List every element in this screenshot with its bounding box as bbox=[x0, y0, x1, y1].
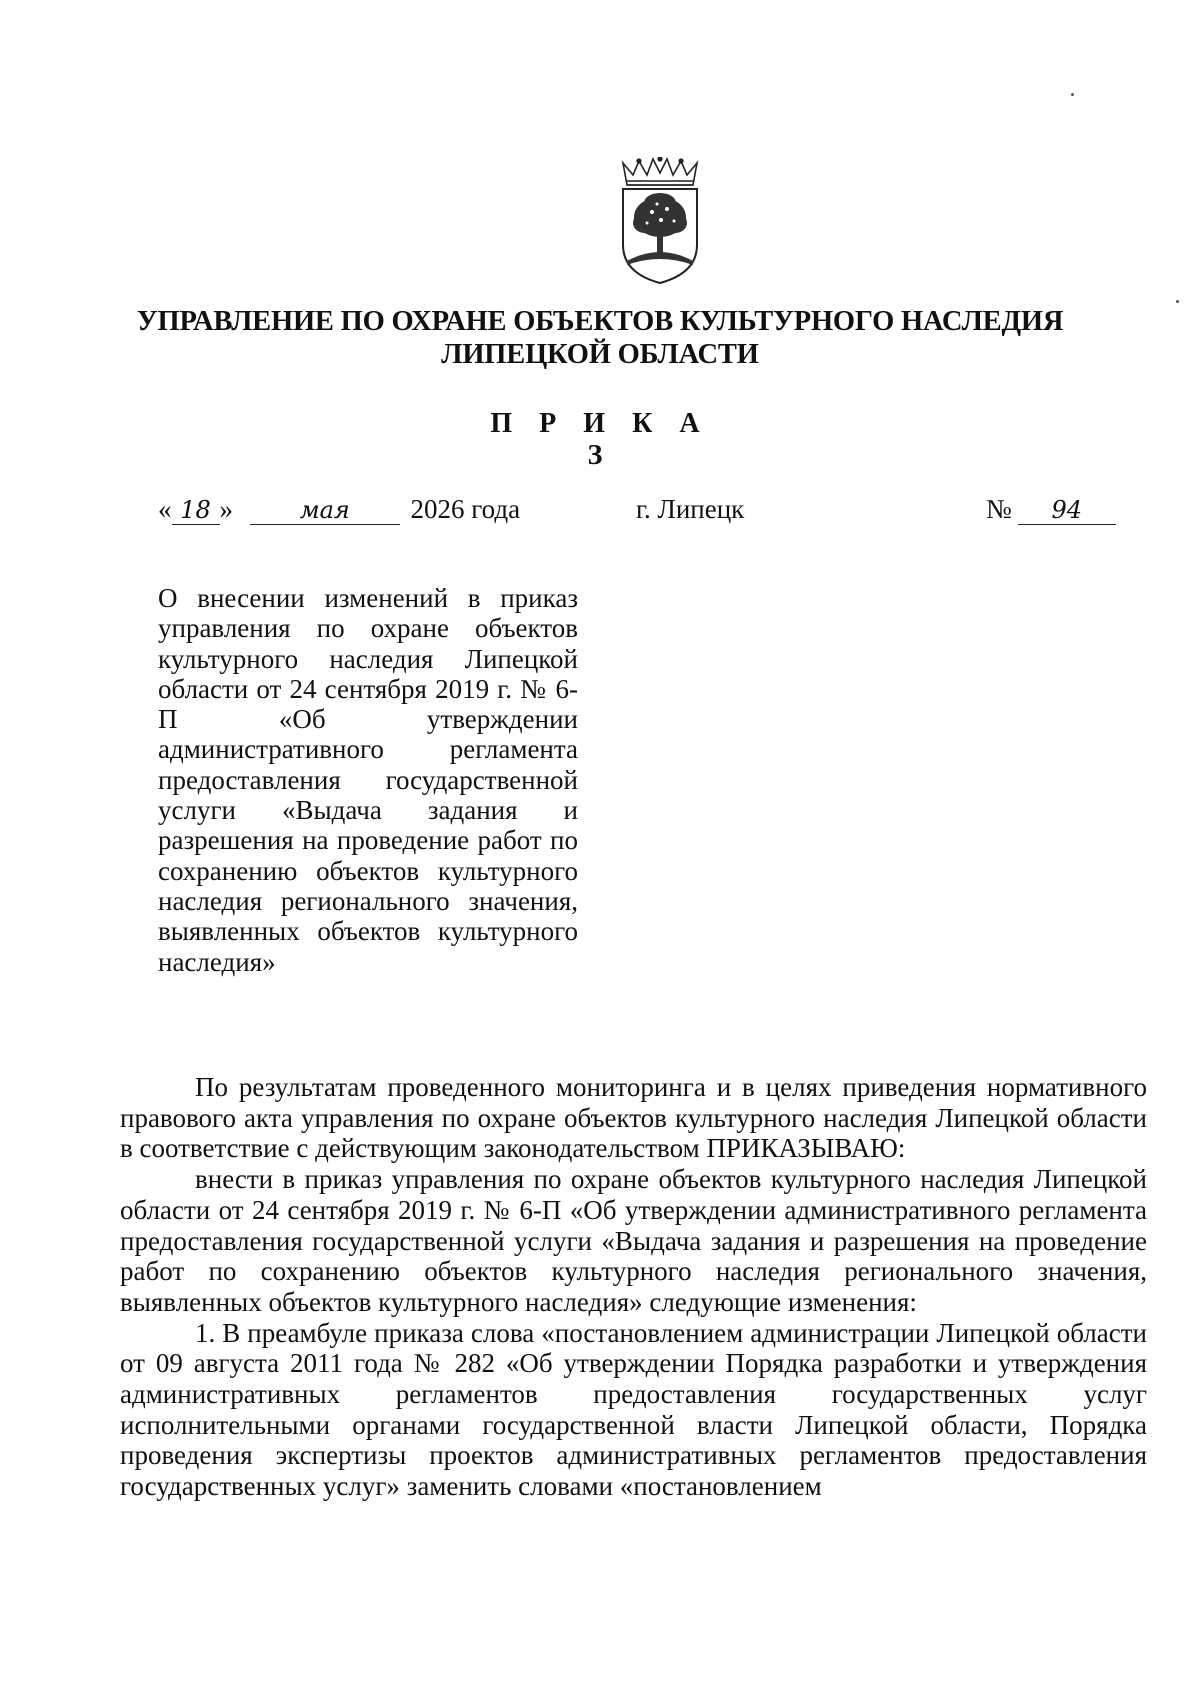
date-month: мая bbox=[250, 496, 400, 525]
order-word: ПРИКАЗЫВАЮ: bbox=[706, 1133, 906, 1164]
body-paragraph-1 bbox=[120, 1072, 1147, 1164]
document-city: г. Липецк bbox=[636, 494, 745, 524]
document-body bbox=[120, 1072, 1147, 1502]
coat-of-arms-icon bbox=[617, 157, 703, 287]
number-label: № bbox=[986, 494, 1012, 524]
date-year: 2026 года bbox=[410, 494, 521, 524]
scan-speck bbox=[1071, 93, 1074, 96]
organization-title-line1: УПРАВЛЕНИЕ ПО ОХРАНЕ ОБЪЕКТОВ КУЛЬТУРНОГО НАСЛЕДИЯ bbox=[136, 306, 1064, 337]
number-value: 94 bbox=[1018, 496, 1116, 525]
body-paragraph-2: внести в приказ управления по охране объектов культурного наследия Липецкой области от 24 сентября 2019 г. № 6-П «Об утверждении административного регламента предоставления государственной услуги «Выдача задания и разрешения на проведение работ по сохранению объектов культурного наследия регионального значения, выявленных объектов культурного наследия» следующие изменения: bbox=[120, 1164, 1147, 1317]
scan-speck bbox=[1176, 300, 1179, 303]
document-number bbox=[986, 494, 1116, 525]
date-day: 18 bbox=[172, 496, 220, 525]
date-close-quote: » bbox=[219, 494, 233, 524]
document-date bbox=[158, 494, 520, 525]
body-paragraph-3: 1. В преамбуле приказа слова «постановлением администрации Липецкой области от 09 августа 2011 года № 282 «Об утверждении Порядка разработки и утверждения административных регламентов предоставления государственных услуг исполнительными органами государственной власти Липецкой области, Порядка проведения экспертизы проектов административных регламентов предоставления государственных услуг» заменить словами «постановлением bbox=[120, 1317, 1147, 1502]
document-subject: О внесении изменений в приказ управления по охране объектов культурного наследия Липецкой области от 24 сентября 2019 г. № 6-П «Об утверждении административного регламента предоставления государственной услуги «Выдача задания и разрешения на проведение работ по сохранению объектов культурного наследия регионального значения, выявленных объектов культурного наследия» bbox=[158, 583, 578, 977]
date-open-quote: « bbox=[158, 494, 172, 524]
organization-title bbox=[80, 305, 1120, 371]
organization-title-line2: ЛИПЕЦКОЙ ОБЛАСТИ bbox=[441, 339, 759, 370]
document-type-heading: П Р И К А З bbox=[490, 408, 710, 471]
body-paragraph-1-text: По результатам проведенного мониторинга и в целях приведения нормативного правового акта управления по охране объектов культурного наследия Липецкой области в соответствие с действующим законодательством bbox=[120, 1072, 1147, 1164]
